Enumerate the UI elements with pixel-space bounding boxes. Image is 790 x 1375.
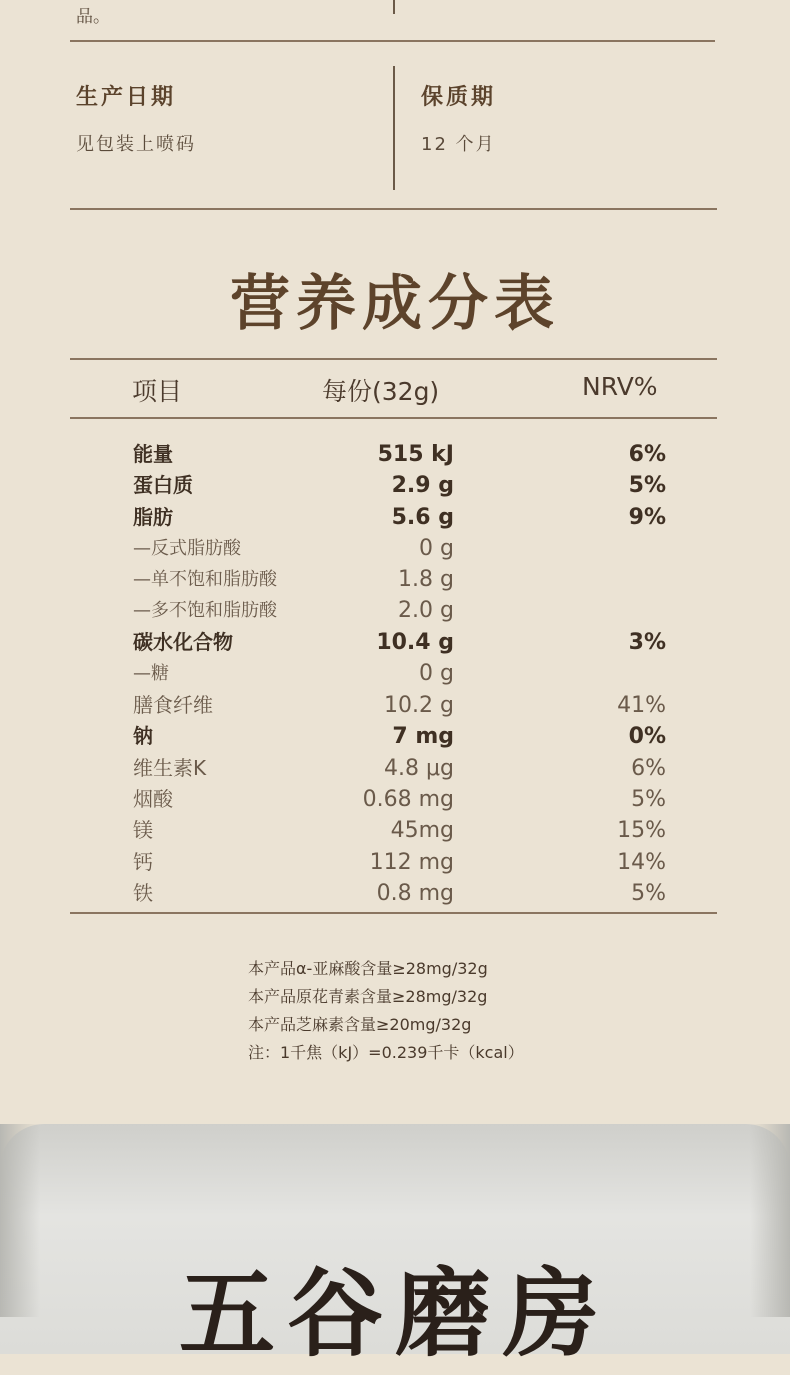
- nutrient-name: —反式脂肪酸: [133, 538, 241, 559]
- nutrient-nrv: 6%: [628, 442, 666, 467]
- table-top-rule: [70, 358, 717, 360]
- nutrient-name: —糖: [133, 663, 169, 684]
- nutrient-name: 蛋白质: [133, 473, 193, 497]
- nutrient-name: 铁: [133, 881, 153, 905]
- nutrient-name: 镁: [133, 818, 153, 842]
- nutrient-value: 5.6 g: [391, 505, 454, 530]
- nutrient-value: 515 kJ: [377, 442, 454, 467]
- shelf-life-value: 12 个月: [421, 134, 496, 155]
- nutrient-nrv: 41%: [617, 693, 666, 718]
- header-item: 项目: [132, 377, 183, 406]
- table-row: [0, 721, 790, 752]
- nutrient-name: 维生素K: [133, 756, 207, 780]
- nutrient-name: 能量: [133, 442, 173, 466]
- header-nrv: NRV%: [582, 372, 658, 401]
- nutrient-value: 112 mg: [369, 850, 454, 875]
- nutrient-name: 膳食纤维: [133, 693, 213, 717]
- table-row: [0, 533, 790, 564]
- divider-vertical: [393, 66, 395, 190]
- nutrient-name: 脂肪: [133, 505, 173, 529]
- table-row: [0, 564, 790, 595]
- nutrient-nrv: 5%: [628, 473, 666, 498]
- nutrient-value: 2.9 g: [391, 473, 454, 498]
- production-date-label: 生产日期: [76, 85, 177, 110]
- table-row: [0, 784, 790, 815]
- nutrient-value: 4.8 μg: [384, 756, 454, 781]
- nutrient-value: 45mg: [390, 818, 454, 843]
- nutrient-nrv: 6%: [631, 756, 666, 781]
- nutrient-name: 碳水化合物: [133, 630, 233, 654]
- nutrient-value: 0.8 mg: [376, 881, 454, 906]
- table-row: [0, 815, 790, 846]
- divider-horizontal: [70, 40, 715, 42]
- nutrient-nrv: 15%: [617, 818, 666, 843]
- shelf-life-label: 保质期: [421, 85, 497, 110]
- package-brand-title: 五谷磨房: [179, 1258, 611, 1370]
- table-row: [0, 595, 790, 626]
- note-line: 本产品芝麻素含量≥20mg/32g: [248, 1015, 472, 1034]
- nutrient-value: 0 g: [419, 661, 454, 686]
- nutrient-name: —多不饱和脂肪酸: [133, 600, 277, 621]
- previous-section-tail: 品。: [76, 7, 110, 27]
- nutrient-value: 1.8 g: [398, 567, 454, 592]
- nutrient-nrv: 5%: [631, 787, 666, 812]
- divider-horizontal: [70, 208, 717, 210]
- divider-vertical-top: [393, 0, 395, 14]
- nutrient-value: 7 mg: [392, 724, 454, 749]
- nutrient-nrv: 9%: [628, 505, 666, 530]
- nutrient-value: 10.2 g: [384, 693, 454, 718]
- table-bottom-rule: [70, 912, 717, 914]
- note-line: 注：1千焦（kJ）=0.239千卡（kcal）: [248, 1043, 524, 1062]
- table-row: [0, 502, 790, 533]
- nutrition-table-title: 营养成分表: [230, 269, 560, 339]
- table-row: [0, 658, 790, 689]
- nutrient-nrv: 14%: [617, 850, 666, 875]
- nutrient-nrv: 0%: [628, 724, 666, 749]
- note-line: 本产品原花青素含量≥28mg/32g: [248, 987, 488, 1006]
- nutrient-value: 2.0 g: [398, 598, 454, 623]
- nutrient-name: —单不饱和脂肪酸: [133, 569, 277, 590]
- table-row: [0, 847, 790, 878]
- table-row: [0, 439, 790, 470]
- nutrient-value: 0 g: [419, 536, 454, 561]
- nutrient-value: 10.4 g: [376, 630, 454, 655]
- table-header-rule: [70, 417, 717, 419]
- header-per-serving: 每份(32g): [322, 377, 440, 406]
- note-line: 本产品α-亚麻酸含量≥28mg/32g: [248, 959, 488, 978]
- nutrient-value: 0.68 mg: [362, 787, 454, 812]
- production-date-value: 见包装上喷码: [76, 134, 196, 155]
- nutrient-name: 钠: [133, 724, 153, 748]
- nutrient-nrv: 5%: [631, 881, 666, 906]
- nutrient-name: 烟酸: [133, 787, 173, 811]
- nutrient-name: 钙: [133, 850, 153, 874]
- table-row: [0, 878, 790, 909]
- table-row: [0, 753, 790, 784]
- table-row: [0, 690, 790, 721]
- table-row: [0, 470, 790, 501]
- nutrient-nrv: 3%: [628, 630, 666, 655]
- table-row: [0, 627, 790, 658]
